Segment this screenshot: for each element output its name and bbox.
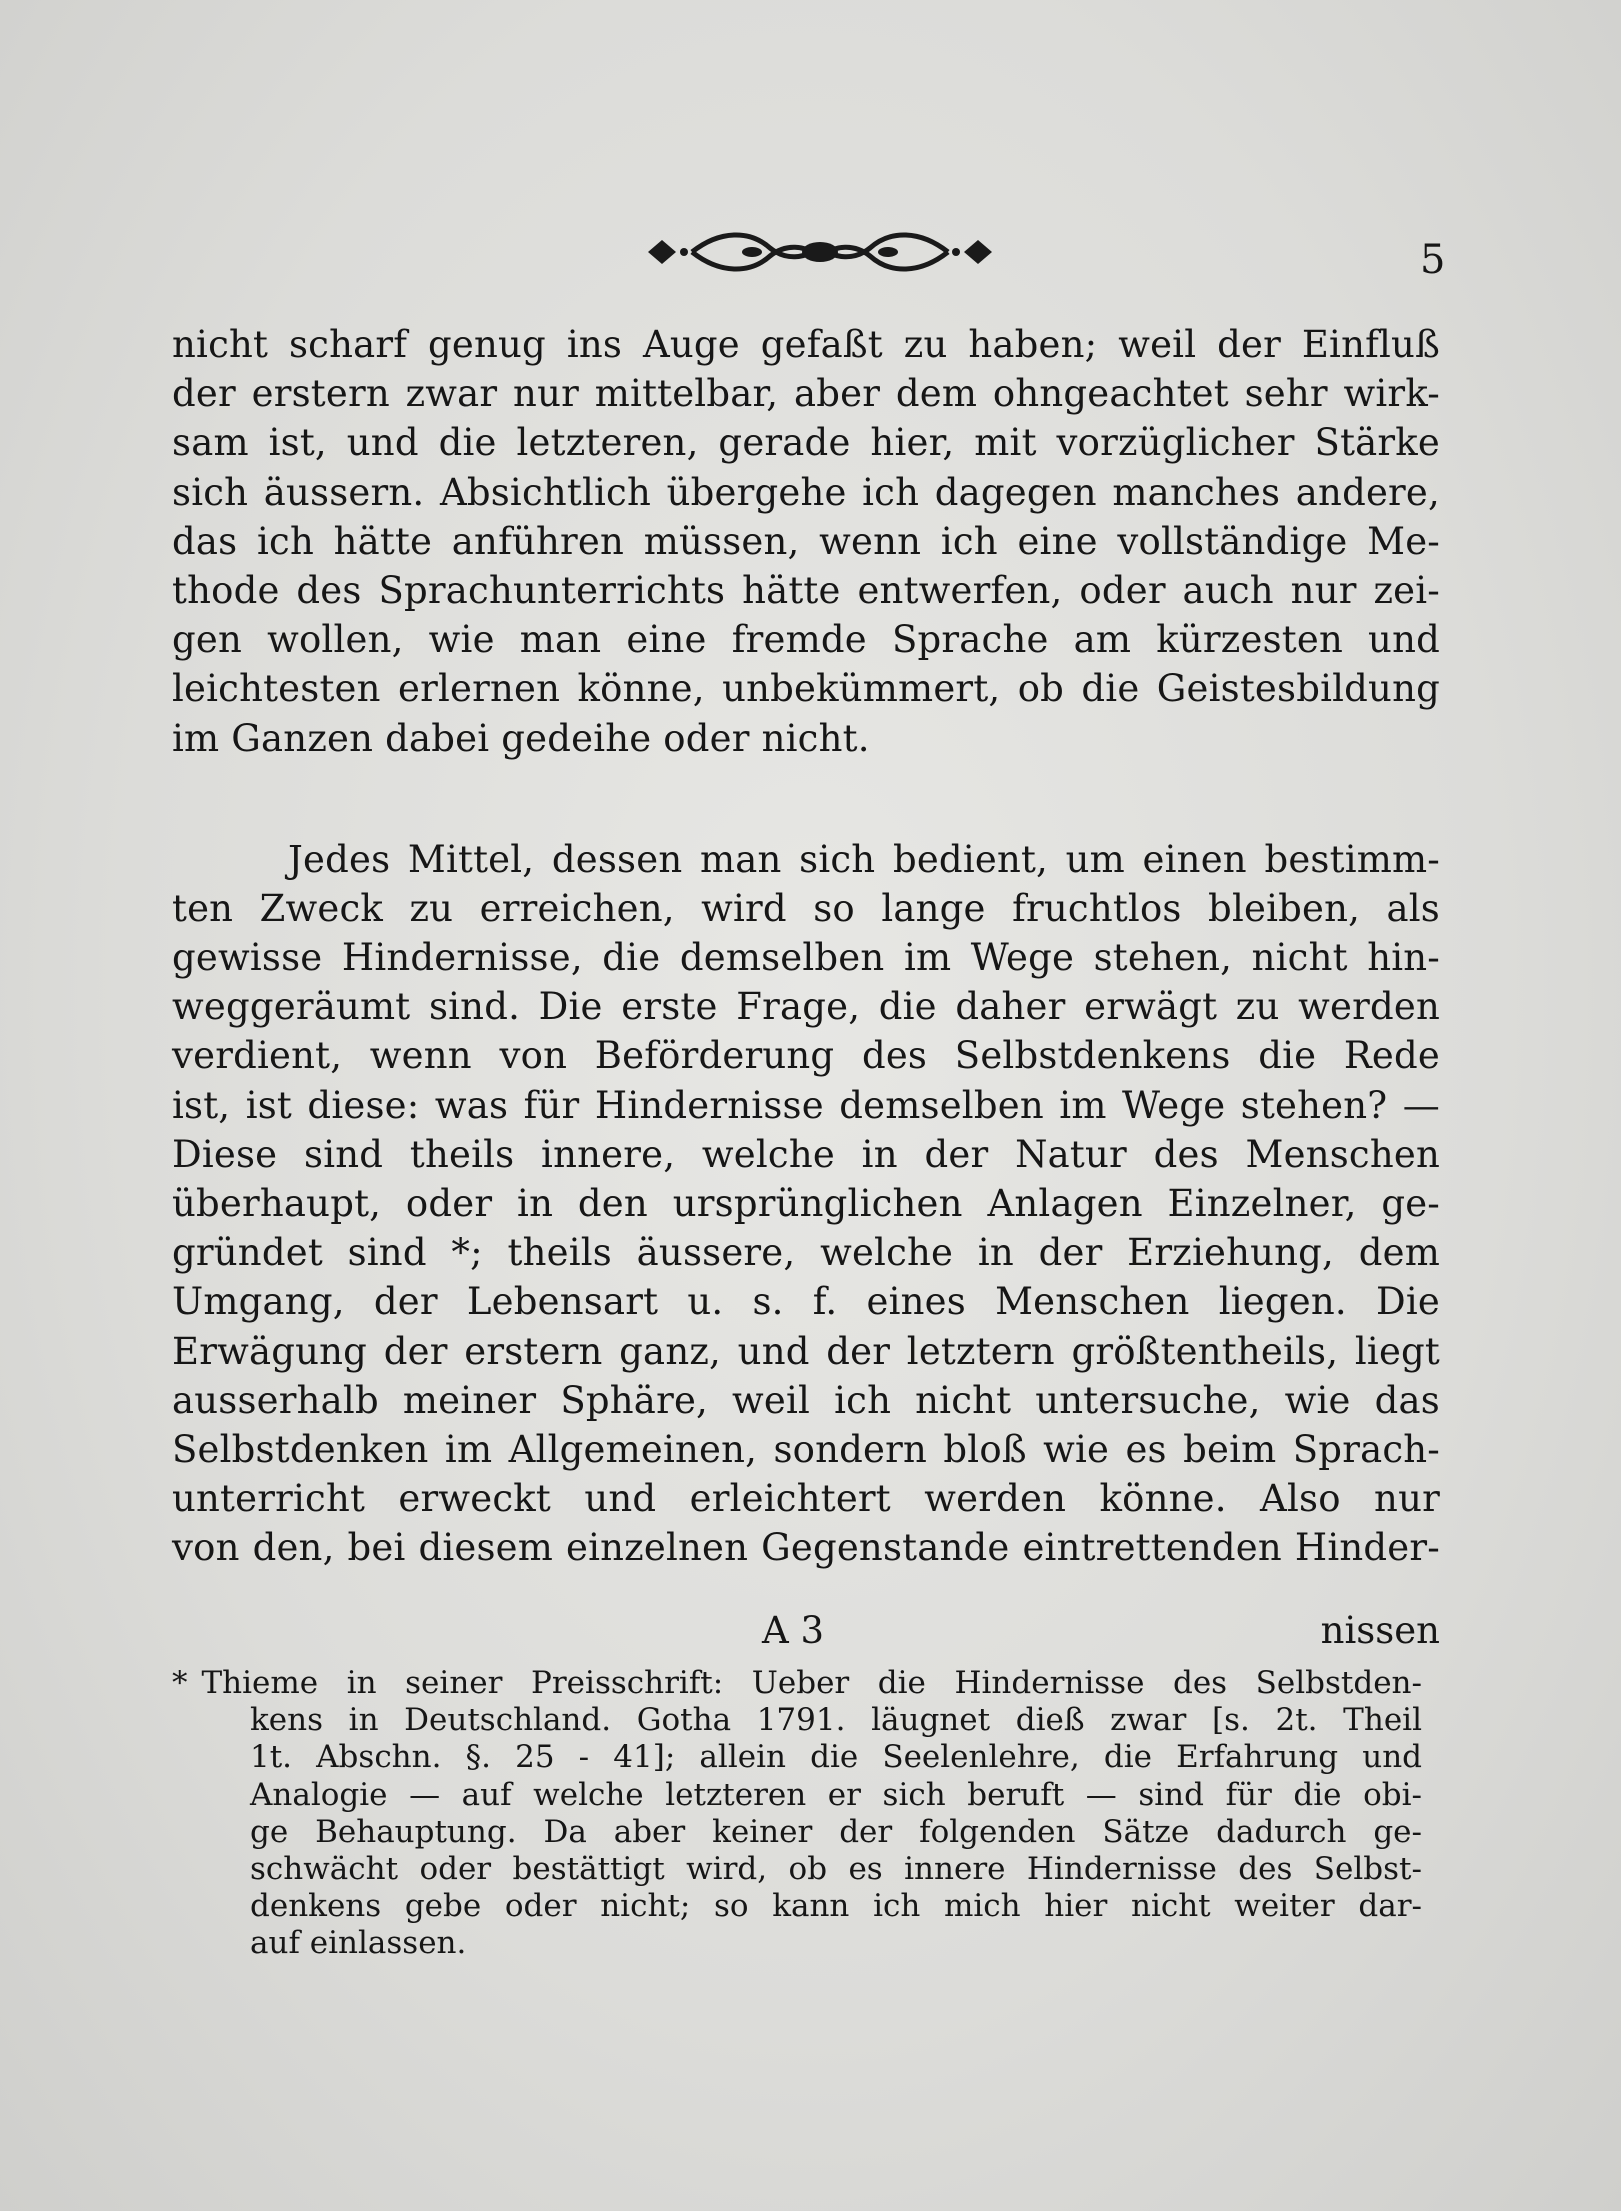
decorative-headpiece-ornament-icon [640,222,1000,282]
catchword: nissen [1320,1609,1440,1652]
footnote-line: 1t. Abschn. §. 25 - 41]; allein die Seelenlehre, die Erfahrung und [250,1739,1422,1776]
text-line: sich äussern. Absichtlich übergehe ich dagegen manches andere, [172,470,1440,514]
text-line: das ich hätte anführen müssen, wenn ich eine vollständige Me- [172,519,1440,563]
footnote-line: kens in Deutschland. Gotha 1791. läugnet dieß zwar [s. 2t. Theil [250,1702,1422,1739]
footnote-line: ge Behauptung. Da aber keiner der folgenden Sätze dadurch ge- [250,1813,1422,1850]
footnote-line: denkens gebe oder nicht; so kann ich mich hier nicht weiter dar- [250,1888,1422,1925]
footnote-line [172,1665,1422,1702]
text-line: der erstern zwar nur mittelbar, aber dem ohngeachtet sehr wirk- [172,372,1440,416]
text-line: gen wollen, wie man eine fremde Sprache am kürzesten und [172,618,1440,662]
body-text [172,320,1440,1573]
text-line: von den, bei diesem einzelnen Gegenstande eintrettenden Hinder- [172,1526,1440,1570]
paragraph-gap [172,763,1440,835]
text-line: überhaupt, oder in den ursprünglichen Anlagen Einzelner, ge- [172,1182,1440,1225]
paragraph-2 [172,835,1440,1573]
text-line: thode des Sprachunterrichts hätte entwerfen, oder auch nur zei- [172,568,1440,612]
text-line: Umgang, der Lebensart u. s. f. eines Menschen liegen. Die [172,1280,1440,1324]
text-line: verdient, wenn von Beförderung des Selbstdenkens die Rede [172,1034,1440,1078]
text-line: Erwägung der erstern ganz, und der letztern größtentheils, liegt [172,1329,1440,1373]
footnote-line: schwächt oder bestättigt wird, ob es innere Hindernisse des Selbst- [250,1850,1422,1887]
text-line: Jedes Mittel, dessen man sich bedient, um einen bestimm- [288,837,1440,881]
text-line: gründet sind *; theils äussere, welche in der Erziehung, dem [172,1231,1440,1275]
text-line: nicht scharf genug ins Auge gefaßt zu haben; weil der Einfluß [172,323,1440,366]
signature-mark: A 3 [762,1609,825,1652]
text-line: leichtesten erlernen könne, unbekümmert, ob die Geistesbildung [172,667,1440,711]
text-line: Selbstdenken im Allgemeinen, sondern bloß wie es beim Sprach- [172,1427,1440,1471]
text-line: gewisse Hindernisse, die demselben im Wege stehen, nicht hin- [172,936,1440,980]
footnote [172,1665,1422,1963]
signature-row [172,1606,1440,1656]
page-number: 5 [1420,237,1446,283]
text-line: ist, ist diese: was für Hindernisse demselben im Wege stehen? — [172,1083,1440,1127]
footnote-mark: * [172,1665,188,1701]
footnote-line-text: Thieme in seiner Preisschrift: Ueber die Hindernisse des Selbstden- [201,1665,1422,1701]
text-line: im Ganzen dabei gedeihe oder nicht. [172,716,870,760]
text-line: ten Zweck zu erreichen, wird so lange fruchtlos bleiben, als [172,886,1440,930]
footnote-line: Analogie — auf welche letzteren er sich beruft — sind für die obi- [250,1776,1422,1813]
paragraph-1 [172,320,1440,763]
text-line: ausserhalb meiner Sphäre, weil ich nicht untersuche, wie das [172,1378,1440,1422]
text-line: Diese sind theils innere, welche in der Natur des Menschen [172,1132,1440,1176]
text-line: sam ist, und die letzteren, gerade hier, mit vorzüglicher Stärke [172,421,1440,465]
footnote-line: auf einlassen. [250,1925,467,1962]
text-line: unterricht erweckt und erleichtert werden könne. Also nur [172,1477,1440,1521]
text-line: weggeräumt sind. Die erste Frage, die daher erwägt zu werden [172,985,1440,1029]
